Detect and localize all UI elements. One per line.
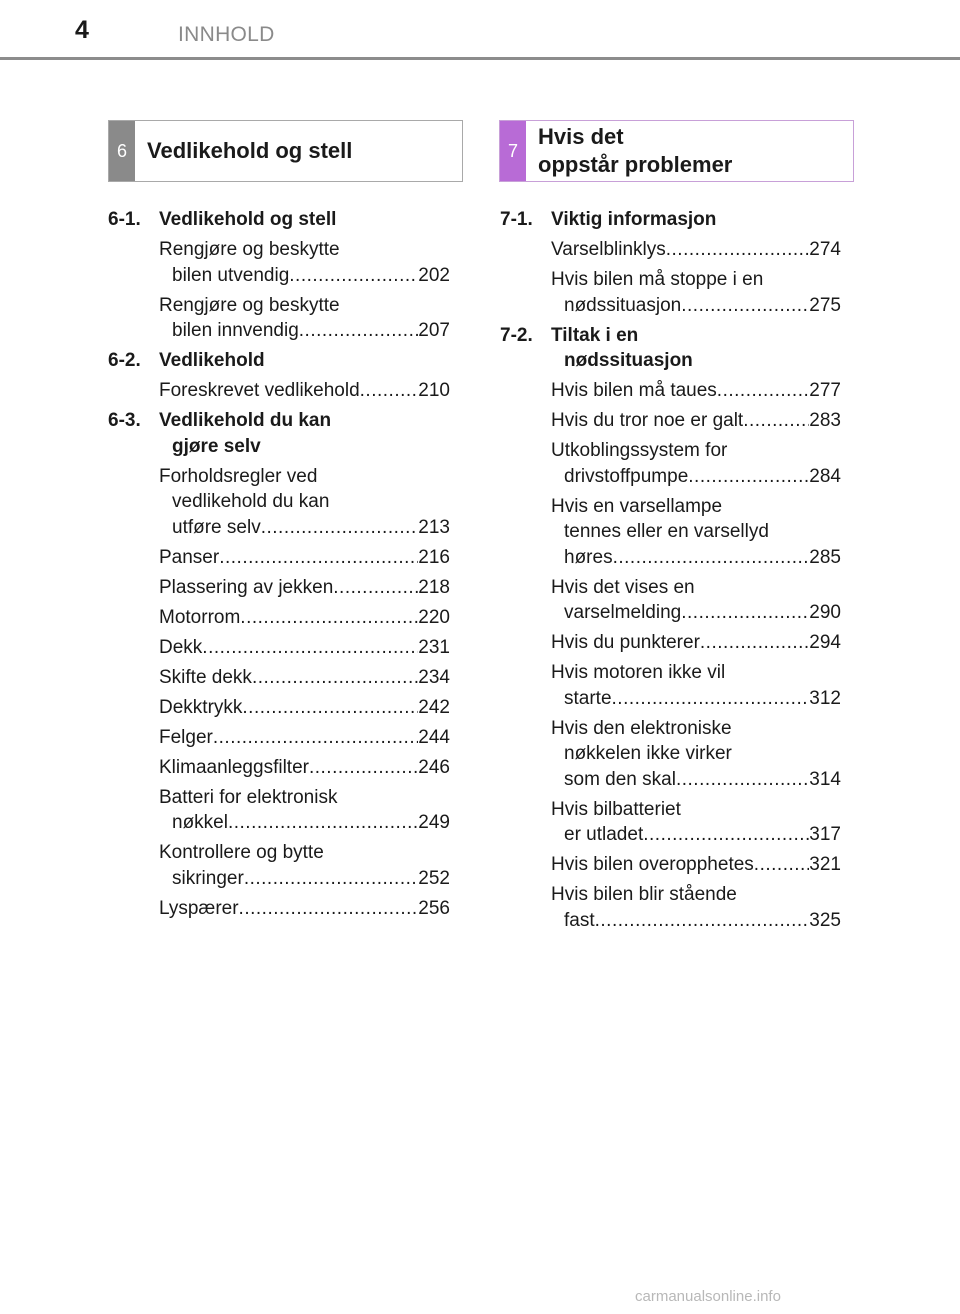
toc-entry[interactable] [108,378,450,404]
toc-entry[interactable] [108,545,450,571]
entry-text: Skifte dekk [159,666,252,688]
toc-entry[interactable] [500,438,841,489]
page-ref: 321 [809,854,841,875]
chapter-title [538,121,732,181]
leader-dots [219,545,418,571]
toc-entry[interactable] [108,665,450,691]
entry-text: nøkkel [172,812,228,833]
leader-dots [239,896,419,922]
page-ref: 285 [809,546,841,568]
entry-text: Batteri for elektronisk [159,786,338,808]
page-ref: 244 [418,726,450,748]
entry-line [159,237,450,263]
page-ref: 275 [809,294,841,316]
section-title-line: Viktig informasjon [551,209,717,230]
entry-line [551,797,841,823]
toc-column-6 [108,207,450,926]
entry-text: Utkoblingssystem for [551,440,728,461]
entry-line [551,741,841,767]
entry-line [551,882,841,908]
entry-line [551,267,841,293]
page-ref: 277 [809,380,841,401]
toc-entry[interactable] [500,882,841,933]
watermark: carmanualsonline.info [635,1288,781,1305]
leader-dots [754,852,810,878]
entry-line [159,489,450,515]
leader-dots [213,725,418,751]
page-ref: 242 [418,696,450,718]
leader-dots [681,293,809,319]
section-number: 7-1. [500,209,533,230]
entry-text: Motorrom [159,606,241,628]
toc-entry[interactable] [500,378,841,404]
entry-text: Hvis bilen må taues [551,380,717,401]
page-ref: 284 [809,465,841,487]
entry-text: Panser [159,546,220,568]
toc-entry[interactable] [500,267,841,318]
entry-line [159,665,450,691]
toc-section-heading[interactable] [108,348,450,374]
page-ref: 246 [418,756,450,778]
entry-text: Hvis bilen overopphetes [551,854,754,875]
leader-dots [743,408,809,434]
entry-text: sikringer [172,867,244,889]
leader-dots [676,767,809,793]
leader-dots [666,237,810,263]
entry-text: nødssituasjon [564,294,682,316]
entry-line [159,896,450,922]
leader-dots [612,686,810,712]
leader-dots [244,866,418,892]
page-ref: 234 [418,666,450,688]
toc-entry[interactable] [108,695,450,721]
leader-dots [595,908,810,934]
entry-text: som den skal [564,768,676,790]
entry-text: er utladet [564,824,644,845]
leader-dots [289,263,418,289]
toc-entry[interactable] [500,852,841,878]
entry-text: vedlikehold du kan [172,491,330,512]
chapter-6-header [108,120,463,182]
entry-text: Rengjøre og beskytte [159,239,340,260]
page-ref: 216 [418,546,450,568]
entry-line [159,695,450,721]
entry-text: Kontrollere og bytte [159,842,324,863]
entry-text: Varselblinklys [551,239,666,260]
toc-section-heading[interactable] [108,408,450,459]
toc-section-heading[interactable] [500,323,841,374]
entry-line [159,515,450,541]
entry-text: Dekktrykk [159,696,243,718]
entry-text: drivstoffpumpe [564,465,689,487]
section-number: 6-2. [108,350,141,371]
leader-dots [360,378,419,404]
page-ref: 220 [418,606,450,628]
entry-line [551,237,841,263]
entry-text: Felger [159,726,213,748]
entry-line [159,605,450,631]
leader-dots [643,822,809,848]
page-ref: 314 [809,768,841,790]
leader-dots [252,665,418,691]
entry-line [159,263,450,289]
entry-line [551,716,841,742]
entry-text: fast [564,909,595,931]
leader-dots [613,545,810,571]
entry-text: Hvis bilbatteriet [551,798,681,820]
entry-line [551,767,841,793]
chapter-title [147,121,352,181]
toc-entry[interactable] [108,725,450,751]
page-ref: 283 [809,410,841,431]
entry-text: Klimaanleggsfilter [159,756,309,778]
page-ref: 317 [809,824,841,845]
entry-text: Hvis bilen må stoppe i en [551,269,764,290]
leader-dots [202,635,418,661]
page-ref: 325 [809,909,841,931]
entry-line [159,575,450,601]
toc-entry[interactable] [108,785,450,836]
page-ref: 290 [809,602,841,623]
section-title-line: Tiltak i en [551,324,639,346]
page-ref: 207 [418,320,450,341]
chapter-title-line: Hvis det [538,124,624,149]
entry-text: Hvis det vises en [551,576,695,598]
entry-line [159,840,450,866]
entry-line [551,464,841,490]
entry-text: nøkkelen ikke virker [564,743,732,764]
toc-entry[interactable] [108,635,450,661]
entry-line [159,464,450,490]
toc-entry[interactable] [108,293,450,344]
entry-line [551,575,841,601]
section-title-line: Vedlikehold du kan [159,410,332,431]
toc-entry[interactable] [108,605,450,631]
entry-text: Dekk [159,636,203,658]
entry-text: Hvis bilen blir stående [551,884,737,905]
entry-line [159,378,450,404]
toc-section-heading[interactable] [500,207,841,233]
entry-text: Hvis en varsellampe [551,495,723,517]
section-title-line: Vedlikehold og stell [159,209,337,230]
leader-dots [261,515,419,541]
toc-entry[interactable] [500,237,841,263]
leader-dots [333,575,418,601]
entry-text: høres [564,546,613,568]
toc-entry[interactable] [108,464,450,541]
entry-line [159,545,450,571]
toc-entry[interactable] [500,630,841,656]
entry-line [159,755,450,781]
toc-entry[interactable] [500,575,841,626]
entry-line [159,318,450,344]
entry-line [159,866,450,892]
entry-line [551,630,841,656]
entry-text: Lyspærer [159,897,239,919]
toc-entry[interactable] [108,755,450,781]
entry-line [551,519,841,545]
entry-line [551,408,841,434]
toc-entry[interactable] [500,716,841,793]
entry-text: bilen utvendig [172,264,290,286]
section-number: 7-2. [500,324,533,346]
chapter-number-badge: 7 [500,121,526,181]
header-rule [0,57,960,60]
page-ref: 218 [418,576,450,598]
entry-text: utføre selv [172,516,261,538]
entry-text: Plassering av jekken [159,576,334,598]
entry-line [551,494,841,520]
page-ref: 294 [809,632,841,653]
entry-line [551,293,841,319]
leader-dots [309,755,418,781]
page-ref: 256 [418,897,450,919]
page-ref: 274 [809,239,841,260]
toc-entry[interactable] [108,237,450,288]
page-ref: 252 [418,867,450,889]
section-title-line: gjøre selv [172,435,261,457]
toc-entry[interactable] [500,408,841,434]
toc-entry[interactable] [500,494,841,571]
entry-line [551,378,841,404]
page-ref: 202 [418,264,450,286]
leader-dots [717,378,810,404]
entry-text: Hvis motoren ikke vil [551,662,726,683]
entry-line [159,635,450,661]
section-title-line: Vedlikehold [159,350,265,371]
entry-text: Hvis den elektroniske [551,717,732,739]
entry-line [551,852,841,878]
page-ref: 210 [418,380,450,401]
toc-entry[interactable] [500,797,841,848]
entry-text: tennes eller en varsellyd [564,521,769,542]
chapter-title-line: Vedlikehold og stell [147,138,353,163]
header-title: INNHOLD [178,23,275,46]
entry-line [159,293,450,319]
entry-text: Hvis du punkterer [551,632,700,653]
leader-dots [299,318,419,344]
toc-entry[interactable] [500,660,841,711]
leader-dots [700,630,809,656]
page-number: 4 [75,16,89,44]
toc-column-7 [500,207,841,938]
toc-entry[interactable] [108,840,450,891]
entry-line [159,725,450,751]
leader-dots [688,464,809,490]
entry-text: starte [564,687,612,709]
entry-text: Forholdsregler ved [159,465,318,487]
entry-line [159,785,450,811]
section-number: 6-1. [108,209,141,230]
section-title-line: nødssituasjon [564,350,693,371]
page-header [0,0,960,62]
entry-line [551,686,841,712]
leader-dots [681,600,809,626]
leader-dots [228,810,418,836]
entry-line [551,660,841,686]
entry-line [551,438,841,464]
entry-line [159,810,450,836]
page-ref: 231 [418,636,450,658]
chapter-7-header [499,120,854,182]
section-number: 6-3. [108,410,141,431]
entry-line [551,600,841,626]
entry-text: Hvis du tror noe er galt [551,410,744,431]
entry-text: Rengjøre og beskytte [159,294,340,316]
entry-text: Foreskrevet vedlikehold [159,380,360,401]
page-ref: 249 [418,812,450,833]
leader-dots [240,605,418,631]
entry-line [551,822,841,848]
entry-text: bilen innvendig [172,320,299,341]
page-ref: 213 [418,516,450,538]
entry-line [551,545,841,571]
toc-entry[interactable] [108,575,450,601]
page-ref: 312 [809,687,841,709]
entry-line [551,908,841,934]
leader-dots [242,695,418,721]
toc-entry[interactable] [108,896,450,922]
chapter-number-badge: 6 [109,121,135,181]
toc-section-heading[interactable] [108,207,450,233]
entry-text: varselmelding [564,602,682,623]
chapter-title-line: oppstår problemer [538,152,733,177]
